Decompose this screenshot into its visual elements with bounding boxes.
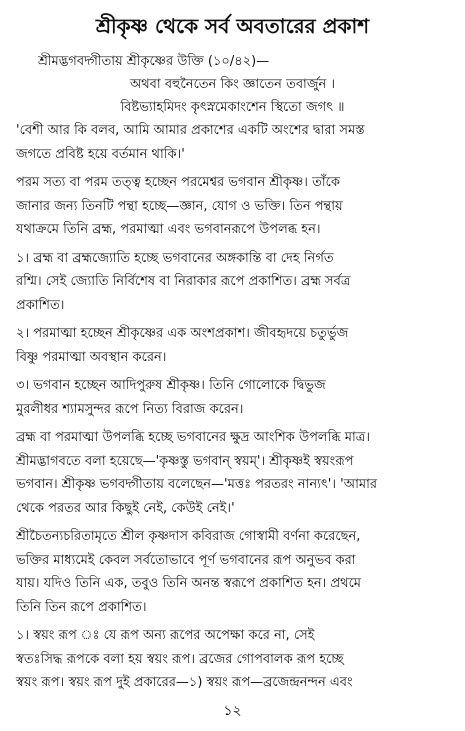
verse-line: বিষ্টভ্যাহমিদং কৃৎস্নমেকাংশেন স্থিতো জগৎ ॥ bbox=[120, 100, 345, 115]
text-line: ১। ব্রহ্ম বা ব্রহ্মজ্যোতি হচ্ছে ভগবানের অঙ্গকান্তি বা দেহ নির্গত bbox=[16, 250, 334, 266]
page-number: ১২ bbox=[223, 703, 242, 719]
text-line: বিষ্ণু পরমাত্মা অবস্থান করেন। bbox=[16, 349, 167, 365]
text-line: ভক্তির মাধ্যমেই কেবল সর্বতোভাবে পূর্ণ ভগবানের রূপ অনুভব করা bbox=[16, 552, 356, 568]
text-line: পরম সত্য বা পরম তত্ত্ব হচ্ছেন পরমেশ্বর ভগবান শ্রীকৃষ্ণ। তাঁকে bbox=[16, 175, 340, 190]
text-line: ভগবান। শ্রীকৃষ্ণ ভগবদ্গীতায় বলেছেন—'মত্তঃ পরতরং নান্যৎ'। 'আমার bbox=[16, 477, 378, 492]
body-text bbox=[16, 119, 449, 695]
text-line: ২। পরমাত্মা হচ্ছেন শ্রীকৃষ্ণের এক অংশপ্রকাশ। জীবহৃদয়ে চতুর্ভুজ bbox=[16, 326, 349, 341]
text-line: তিনি তিন রূপে প্রকাশিত। bbox=[16, 599, 147, 615]
text-line: ১। স্বয়ং রূপ ঃ যে রূপ অন্য রূপের অপেক্ষা করে না, সেই bbox=[16, 628, 315, 643]
text-line: শ্রীচৈতন্যচরিতামৃতে শ্রীল কৃষ্ণদাস কবিরাজ গোস্বামী বর্ণনা করেছেন, bbox=[16, 529, 361, 544]
paragraph bbox=[16, 525, 449, 619]
text-line: জানার জন্য তিনটি পন্থা হচ্ছে—জ্ঞান, যোগ ও ভক্তি। তিন পন্থায় bbox=[16, 198, 343, 214]
text-line: যথাক্রমে তিনি ব্রহ্ম, পরমাত্মা এবং ভগবানরূপে উপলব্ধ হন। bbox=[16, 222, 321, 237]
verse-block bbox=[16, 73, 449, 119]
paragraph bbox=[16, 171, 449, 242]
text-line: 'বেশী আর কি বলব, আমি আমার প্রকাশের একটি অংশের দ্বারা সমস্ত bbox=[16, 123, 365, 138]
text-line: থেকে পরতর আর কিছুই নেই, কেউই নেই।' bbox=[16, 500, 235, 516]
text-line: স্বয়ং রূপ। স্বয়ং রূপ দুই প্রকারের—১) স্বয়ং রূপ—ব্রজেন্দ্রনন্দন এবং bbox=[16, 675, 353, 690]
paragraph bbox=[16, 426, 449, 520]
text-line: রশ্মি। সেই জ্যোতি নির্বিশেষ বা নিরাকার রূপে প্রকাশিত। ব্রহ্ম সর্বত্র bbox=[16, 274, 351, 289]
text-line: ব্রহ্ম বা পরমাত্মা উপলব্ধি হচ্ছে ভগবানের ক্ষুদ্র আংশিক উপলব্ধি মাত্র। bbox=[16, 430, 370, 445]
text-line: জগতে প্রবিষ্ট হয়ে বর্তমান থাকি।' bbox=[16, 146, 185, 162]
text-line: প্রকাশিত। bbox=[16, 297, 65, 313]
paragraph bbox=[16, 322, 449, 369]
page-title: শ্রীকৃষ্ণ থেকে সর্ব অবতারের প্রকাশ bbox=[95, 14, 370, 38]
text-line: স্বতঃসিদ্ধ রূপকে বলা হয় স্বয়ং রূপ। ব্রজের গোপবালক রূপ হচ্ছে bbox=[16, 651, 344, 667]
paragraph bbox=[16, 624, 449, 695]
paragraph bbox=[16, 119, 449, 166]
text-line: মুরলীধর শ্যামসুন্দর রূপে নিত্য বিরাজ করেন। bbox=[16, 401, 244, 417]
paragraph bbox=[16, 374, 449, 421]
text-line: শ্রীমদ্ভাগবতে বলা হয়েছে—'কৃষ্ণস্তু ভগবান্ স্বয়ম্'। শ্রীকৃষ্ণই স্বয়ংরূপ bbox=[16, 453, 354, 469]
intro-line: শ্রীমদ্ভগবদ্গীতায় শ্রীকৃষ্ণের উক্তি (১০/৪২)— bbox=[38, 54, 270, 69]
verse-line: অথবা বহুনৈতেন কিং জ্ঞাতেন তবার্জুন । bbox=[130, 77, 335, 92]
text-line: ৩। ভগবান হচ্ছেন আদিপুরুষ শ্রীকৃষ্ণ। তিনি গোলোকে দ্বিভুজ bbox=[16, 378, 326, 393]
text-line: যায়। যদিও তিনি এক, তবুও তিনি অনন্ত স্বরূপে প্রকাশিত হন। প্রথমে bbox=[16, 576, 362, 591]
paragraph bbox=[16, 247, 449, 318]
